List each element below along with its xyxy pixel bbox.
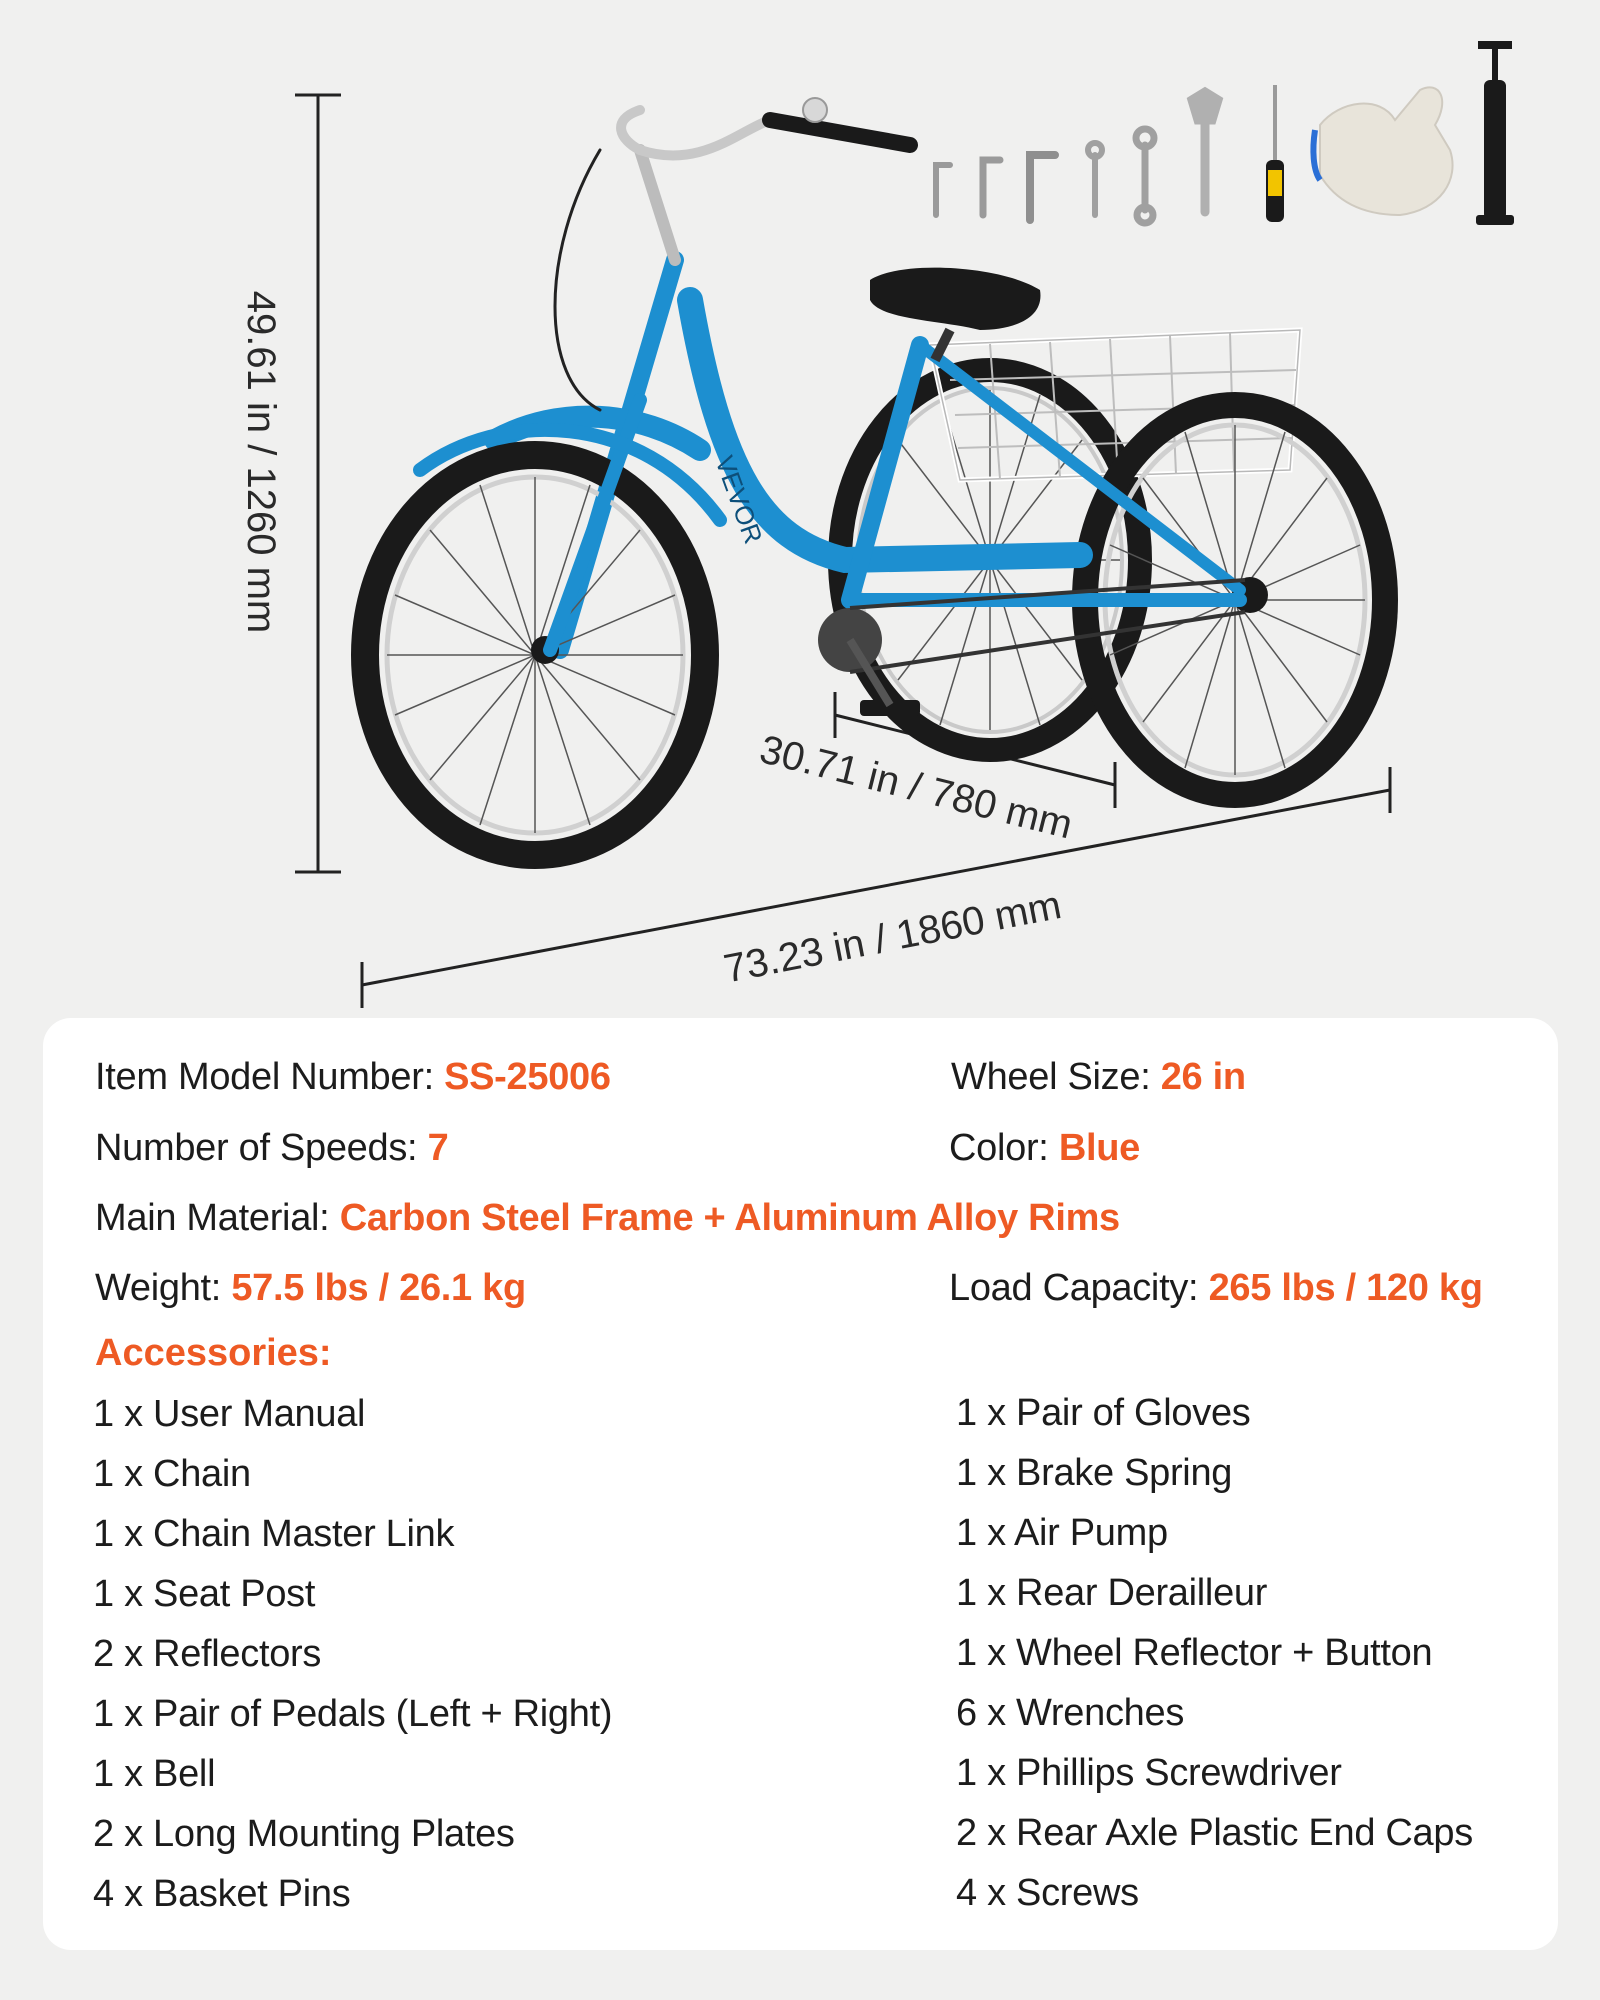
accessories-list-right [956,1383,1473,1923]
accessory-item: 1 x Chain [93,1453,251,1495]
spec-color [949,1125,1140,1171]
accessories-title: Accessories: [95,1332,332,1374]
accessory-item: 1 x Bell [93,1753,216,1795]
air-pump-icon [1476,45,1514,225]
spec-model-value: SS-25006 [444,1056,611,1098]
spec-speeds-value: 7 [427,1127,449,1169]
accessory-item: 6 x Wrenches [956,1692,1185,1734]
accessory-item: 2 x Rear Axle Plastic End Caps [956,1812,1473,1854]
frame-brand-mark: VEVOR [709,451,769,548]
height-dimension [239,95,341,872]
wrench-icon-medium [1136,129,1154,223]
hex-key-icon-large [1030,155,1055,220]
spec-weight-label: Weight: [95,1267,222,1309]
spec-load-capacity [949,1265,1483,1311]
spec-material [95,1195,1120,1241]
rear-width-label: 30.71 in / 780 mm [755,727,1077,848]
spec-material-label: Main Material: [95,1197,330,1239]
height-label: 49.61 in / 1260 mm [239,290,283,634]
handlebar [555,98,910,410]
accessory-item: 2 x Reflectors [93,1633,322,1675]
accessory-item: 1 x Wheel Reflector + Button [956,1632,1433,1674]
adjustable-wrench-icon [1192,92,1218,212]
spec-wheel-size-value: 26 in [1160,1056,1246,1098]
accessory-item: 1 x User Manual [93,1393,366,1435]
accessory-tools [936,45,1514,225]
spec-speeds-label: Number of Speeds: [95,1127,418,1169]
spec-color-label: Color: [949,1127,1049,1169]
accessory-item: 1 x Rear Derailleur [956,1572,1268,1614]
spec-load-capacity-value: 265 lbs / 120 kg [1208,1267,1483,1309]
accessory-item: 4 x Screws [956,1872,1139,1914]
wrench-icon-small [1088,143,1102,215]
spec-speeds [95,1125,448,1171]
front-wheel [365,455,705,855]
accessory-item: 1 x Seat Post [93,1573,316,1615]
accessory-item: 1 x Pair of Pedals (Left + Right) [93,1693,613,1735]
spec-color-value: Blue [1058,1127,1140,1169]
accessory-item: 2 x Long Mounting Plates [93,1813,515,1855]
accessory-item: 1 x Brake Spring [956,1452,1233,1494]
spec-load-capacity-label: Load Capacity: [949,1267,1199,1309]
accessory-item: 4 x Basket Pins [93,1873,351,1915]
accessory-item: 1 x Air Pump [956,1512,1168,1554]
spec-wheel-size-label: Wheel Size: [951,1056,1151,1098]
spec-model-label: Item Model Number: [95,1056,434,1098]
accessories-list-left [93,1384,612,1924]
spec-weight [95,1265,526,1311]
length-label: 73.23 in / 1860 mm [720,882,1065,992]
spec-material-value: Carbon Steel Frame + Aluminum Alloy Rims [339,1197,1120,1239]
spec-weight-value: 57.5 lbs / 26.1 kg [231,1267,526,1309]
hex-key-icon-medium [983,160,1000,215]
accessory-item: 1 x Chain Master Link [93,1513,455,1555]
accessory-item: 1 x Pair of Gloves [956,1392,1251,1434]
tricycle [365,98,1385,855]
hex-key-icon-small [936,165,950,215]
spec-model [95,1054,611,1100]
accessory-item: 1 x Phillips Screwdriver [956,1752,1342,1794]
screwdriver-icon [1266,85,1284,222]
gloves-icon [1313,87,1452,215]
spec-wheel-size [951,1054,1246,1100]
